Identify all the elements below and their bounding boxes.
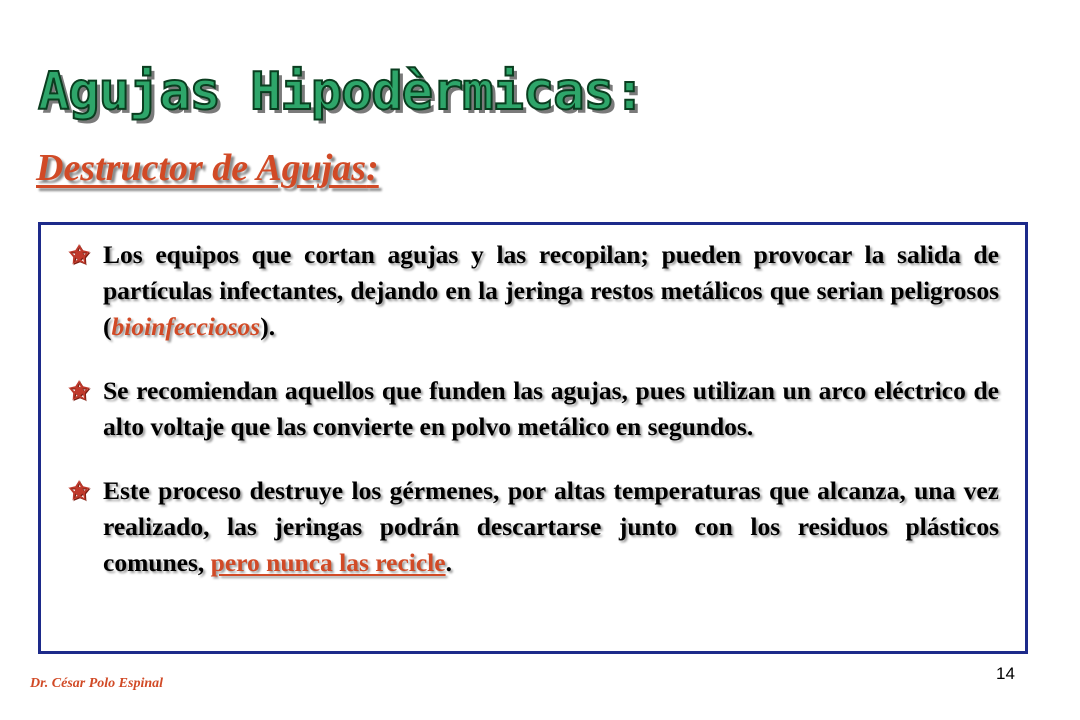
star-icon: ✬ (69, 379, 90, 405)
bullet-3-text-end: . (445, 548, 452, 577)
bullet-1-text-end: ). (260, 312, 276, 341)
bullet-item-3 (69, 473, 999, 581)
content-box (38, 222, 1028, 654)
slide-title: Agujas Hipodèrmicas: (38, 62, 645, 122)
slide-subtitle-colon: : (366, 147, 379, 189)
bullet-item-2 (69, 373, 999, 445)
bullet-2-text: Se recomiendan aquellos que funden las agujas, pues utilizan un arco eléctrico de alto voltaje que las convierte en polvo metálico en segundos. (103, 376, 999, 441)
slide-subtitle-text: Destructor de Agujas (36, 147, 367, 189)
bullet-3-text: Este proceso destruye los gérmenes, por altas temperaturas que alcanza, una vez realizado, las jeringas podrán descartarse junto con los residuos plásticos comunes, (103, 476, 999, 577)
bullet-3-highlight: pero nunca las recicle (210, 548, 446, 577)
bullet-list (69, 237, 999, 581)
footer-author: Dr. César Polo Espinal (30, 676, 164, 691)
star-icon: ✬ (69, 243, 90, 269)
slide-subtitle (36, 143, 379, 193)
bullet-1-text: Los equipos que cortan agujas y las recopilan; pueden provocar la salida de partículas infectantes, dejando en la jeringa restos metálicos que serian peligrosos ( (103, 240, 999, 341)
page-number: 14 (996, 664, 1015, 683)
bullet-item-1 (69, 237, 999, 345)
bullet-1-highlight: bioinfecciosos (111, 312, 261, 341)
star-icon: ✬ (69, 479, 90, 505)
